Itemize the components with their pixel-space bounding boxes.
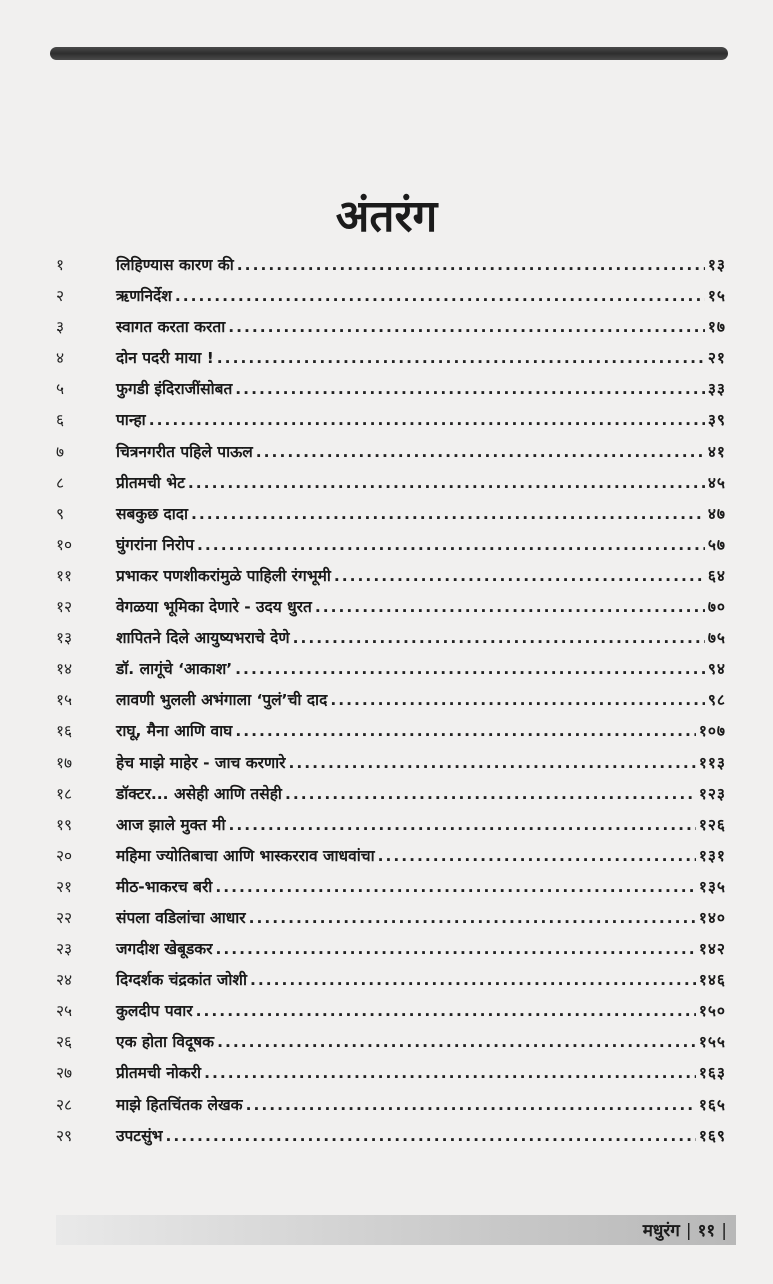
toc-entry xyxy=(56,623,726,654)
toc-entry-page: ३९ xyxy=(707,411,726,430)
toc-entry-number: २२ xyxy=(56,908,73,927)
toc-entry-page: १४० xyxy=(698,908,726,927)
dot-leader xyxy=(235,374,705,405)
toc-entry-body xyxy=(116,872,726,903)
dot-leader xyxy=(315,592,705,623)
toc-entry-number: ३ xyxy=(56,318,65,337)
toc-entry-body xyxy=(116,654,726,685)
toc-entry-body xyxy=(116,499,726,530)
toc-entry-number: ४ xyxy=(56,349,65,368)
toc-entry xyxy=(56,468,726,499)
toc-entry-body xyxy=(116,530,726,561)
toc-entry-page: ९८ xyxy=(707,691,726,710)
dot-leader xyxy=(191,499,705,530)
dot-leader xyxy=(228,810,695,841)
toc-entry xyxy=(56,592,726,623)
toc-entry-page: ४५ xyxy=(707,473,726,492)
toc-entry-number: १ xyxy=(56,256,65,274)
toc-entry-title: जगदीश खेबूडकर xyxy=(116,940,213,959)
toc-entry-number: १६ xyxy=(56,722,73,741)
toc-entry xyxy=(56,437,726,468)
toc-entry xyxy=(56,779,726,810)
toc-entry xyxy=(56,810,726,841)
toc-entry xyxy=(56,343,726,374)
toc-entry-title: पान्हा xyxy=(116,411,146,430)
toc-entry-body xyxy=(116,810,726,841)
footer-separator: | xyxy=(685,1221,692,1241)
dot-leader xyxy=(237,250,705,281)
toc-entry-title: दिग्दर्शक चंद्रकांत जोशी xyxy=(116,971,247,990)
toc-entry-body xyxy=(116,468,726,499)
toc-entry-number: १७ xyxy=(56,753,73,772)
toc-entry-title: ऋणनिर्देश xyxy=(116,287,172,306)
toc-entry-title: लावणी भुलली अभंगाला ‘पुलं’ची दाद xyxy=(116,691,328,710)
toc-entry-title: मीठ-भाकरच बरी xyxy=(116,877,213,896)
toc-entry-title: लिहिण्यास कारण की xyxy=(116,256,234,274)
top-rule xyxy=(50,47,728,60)
toc-entry-body xyxy=(116,1121,726,1152)
toc-entry xyxy=(56,903,726,934)
footer-book-title: मधुरंग xyxy=(642,1221,680,1241)
dot-leader xyxy=(235,716,695,747)
dot-leader xyxy=(215,934,695,965)
toc-entry-number: २३ xyxy=(56,940,73,959)
toc-entry-title: प्रभाकर पणशीकरांमुळे पाहिली रंगभूमी xyxy=(116,566,331,585)
toc-entry-number: २४ xyxy=(56,971,73,990)
toc-entry-body xyxy=(116,779,726,810)
toc-entry-page: ४१ xyxy=(707,442,726,461)
toc-entry-page: १३१ xyxy=(698,846,726,865)
toc-entry-body xyxy=(116,281,726,312)
toc-entry-title: डॉक्टर... असेही आणि तसेही xyxy=(116,784,282,803)
toc-entry-number: ८ xyxy=(56,473,65,492)
toc-entry xyxy=(56,1090,726,1121)
toc-entry-title: सबकुछ दादा xyxy=(116,504,188,523)
toc-entry-number: १२ xyxy=(56,598,73,617)
toc-entry xyxy=(56,1121,726,1152)
dot-leader xyxy=(330,685,705,716)
toc-entry xyxy=(56,530,726,561)
toc-entry-number: ५ xyxy=(56,380,65,399)
toc-entry-number: २५ xyxy=(56,1002,73,1021)
toc-entry-page: ३३ xyxy=(707,380,726,399)
toc-entry-number: १५ xyxy=(56,691,73,710)
toc-entry-page: ७५ xyxy=(707,629,726,648)
footer-bar xyxy=(56,1215,736,1245)
toc-entry-title: संपला वडिलांचा आधार xyxy=(116,908,246,927)
dot-leader xyxy=(149,405,705,436)
toc-entry-body xyxy=(116,250,726,281)
toc-entry xyxy=(56,405,726,436)
toc-entry-body xyxy=(116,374,726,405)
toc-entry xyxy=(56,685,726,716)
dot-leader xyxy=(235,654,705,685)
dot-leader xyxy=(249,903,696,934)
toc-entry-title: शापितने दिले आयुष्यभराचे देणे xyxy=(116,629,290,648)
toc-entry-body xyxy=(116,996,726,1027)
toc-entry xyxy=(56,841,726,872)
toc-entry-number: ७ xyxy=(56,442,65,461)
toc-entry-title: चित्रनगरीत पहिले पाऊल xyxy=(116,442,253,461)
toc-entry-page: २१ xyxy=(707,349,726,368)
toc-entry-title: घुंगरांना निरोप xyxy=(116,535,195,554)
toc-entry-body xyxy=(116,934,726,965)
dot-leader xyxy=(215,872,695,903)
dot-leader xyxy=(293,623,705,654)
dot-leader xyxy=(196,996,696,1027)
dot-leader xyxy=(228,312,705,343)
dot-leader xyxy=(246,1090,696,1121)
toc-entry-page: १२३ xyxy=(698,784,726,803)
toc-entry-title: प्रीतमची नोकरी xyxy=(116,1064,202,1083)
toc-entry xyxy=(56,250,726,281)
toc-entry-title: फुगडी इंदिराजींसोबत xyxy=(116,380,233,399)
toc-entry-page: ६४ xyxy=(707,566,726,585)
toc-entry-title: आज झाले मुक्त मी xyxy=(116,815,226,834)
toc-entry-page: १२६ xyxy=(698,815,726,834)
toc-entry-number: १९ xyxy=(56,815,73,834)
dot-leader xyxy=(334,561,705,592)
toc-entry-body xyxy=(116,312,726,343)
toc-entry-page: १५० xyxy=(698,1002,726,1021)
dot-leader xyxy=(217,343,705,374)
toc-entry-number: १० xyxy=(56,535,73,554)
toc-entry-title: माझे हितचिंतक लेखक xyxy=(116,1095,243,1114)
toc-entry xyxy=(56,374,726,405)
toc-entry-page: १०७ xyxy=(698,722,726,741)
toc-entry-number: ६ xyxy=(56,411,65,430)
toc-entry-page: १३ xyxy=(707,256,726,274)
toc-entry xyxy=(56,965,726,996)
footer-separator: | xyxy=(721,1221,727,1241)
toc-entry xyxy=(56,1058,726,1089)
toc-entry xyxy=(56,872,726,903)
toc-entry-body xyxy=(116,592,726,623)
toc-entry xyxy=(56,561,726,592)
toc-entry xyxy=(56,748,726,779)
toc-entry-body xyxy=(116,405,726,436)
page-title: अंतरंग xyxy=(335,191,438,243)
toc-entry-body xyxy=(116,1058,726,1089)
toc-entry-title: दोन पदरी माया ! xyxy=(116,349,214,368)
toc-entry-body xyxy=(116,685,726,716)
toc-entry xyxy=(56,934,726,965)
toc-entry-number: २ xyxy=(56,287,65,306)
toc-entry-title: डॉ. लागूंचे ‘आकाश’ xyxy=(116,660,233,679)
toc-entry-page: १५ xyxy=(707,287,726,306)
toc-entry-number: १८ xyxy=(56,784,73,803)
toc-entry-title: राघू, मैना आणि वाघ xyxy=(116,722,233,741)
toc-entry-page: १६३ xyxy=(698,1064,726,1083)
toc-entry-body xyxy=(116,748,726,779)
footer-page-number: ११ xyxy=(697,1221,716,1241)
toc-entry-body xyxy=(116,841,726,872)
toc-entry-number: २८ xyxy=(56,1095,73,1114)
toc-entry-page: ५७ xyxy=(707,535,726,554)
toc-entry xyxy=(56,312,726,343)
toc-entry-body xyxy=(116,903,726,934)
toc-entry xyxy=(56,499,726,530)
toc-entry-number: २९ xyxy=(56,1126,73,1145)
toc-entry-page: १४६ xyxy=(698,971,726,990)
dot-leader xyxy=(166,1121,696,1152)
dot-leader xyxy=(256,437,705,468)
toc-entry xyxy=(56,716,726,747)
toc-entry-page: ४७ xyxy=(707,504,726,523)
toc-entry-page: ९४ xyxy=(707,660,726,679)
toc-entry-body xyxy=(116,623,726,654)
dot-leader xyxy=(188,468,705,499)
toc-entry-page: १७ xyxy=(707,318,726,337)
footer xyxy=(643,1218,733,1244)
toc-entry-page: ७० xyxy=(707,598,726,617)
toc-entry-number: १३ xyxy=(56,629,73,648)
toc-entry-page: ११३ xyxy=(698,753,726,772)
toc-entry xyxy=(56,996,726,1027)
toc-entry-title: महिमा ज्योतिबाचा आणि भास्करराव जाधवांचा xyxy=(116,846,375,865)
dot-leader xyxy=(378,841,696,872)
toc-entry-body xyxy=(116,343,726,374)
toc-entry-title: प्रीतमची भेट xyxy=(116,473,185,492)
toc-entry-body xyxy=(116,437,726,468)
toc-entry-title: कुलदीप पवार xyxy=(116,1002,193,1021)
toc-entry-body xyxy=(116,716,726,747)
toc-entry-page: १३५ xyxy=(698,877,726,896)
toc-entry xyxy=(56,1027,726,1058)
dot-leader xyxy=(197,530,705,561)
toc-entry-body xyxy=(116,1027,726,1058)
dot-leader xyxy=(285,779,696,810)
toc-entry-number: ९ xyxy=(56,504,65,523)
toc-entry-number: १४ xyxy=(56,660,73,679)
toc-entry-page: १६५ xyxy=(698,1095,726,1114)
toc-entry-number: ११ xyxy=(56,566,73,585)
toc-entry-page: १५५ xyxy=(698,1033,726,1052)
toc-entry-title: स्वागत करता करता xyxy=(116,318,226,337)
toc-entry-body xyxy=(116,965,726,996)
toc-entry xyxy=(56,654,726,685)
toc-entry-title: हेच माझे माहेर - जाच करणारे xyxy=(116,753,286,772)
toc-entry-number: २६ xyxy=(56,1033,73,1052)
toc-entry-title: वेगळया भूमिका देणारे - उदय धुरत xyxy=(116,598,312,617)
toc-entry-title: एक होता विदूषक xyxy=(116,1033,215,1052)
dot-leader xyxy=(250,965,696,996)
toc-entry-number: २१ xyxy=(56,877,73,896)
toc-entry-title: उपटसुंभ xyxy=(116,1126,163,1145)
dot-leader xyxy=(175,281,705,312)
toc-entry-body xyxy=(116,1090,726,1121)
toc-entry-number: २० xyxy=(56,846,73,865)
dot-leader xyxy=(289,748,696,779)
toc-entry-body xyxy=(116,561,726,592)
toc-entry-page: १४२ xyxy=(698,940,726,959)
table-of-contents xyxy=(56,250,726,1152)
toc-entry-number: २७ xyxy=(56,1064,73,1083)
dot-leader xyxy=(217,1027,696,1058)
toc-entry-page: १६९ xyxy=(698,1126,726,1145)
dot-leader xyxy=(204,1058,696,1089)
toc-entry xyxy=(56,281,726,312)
